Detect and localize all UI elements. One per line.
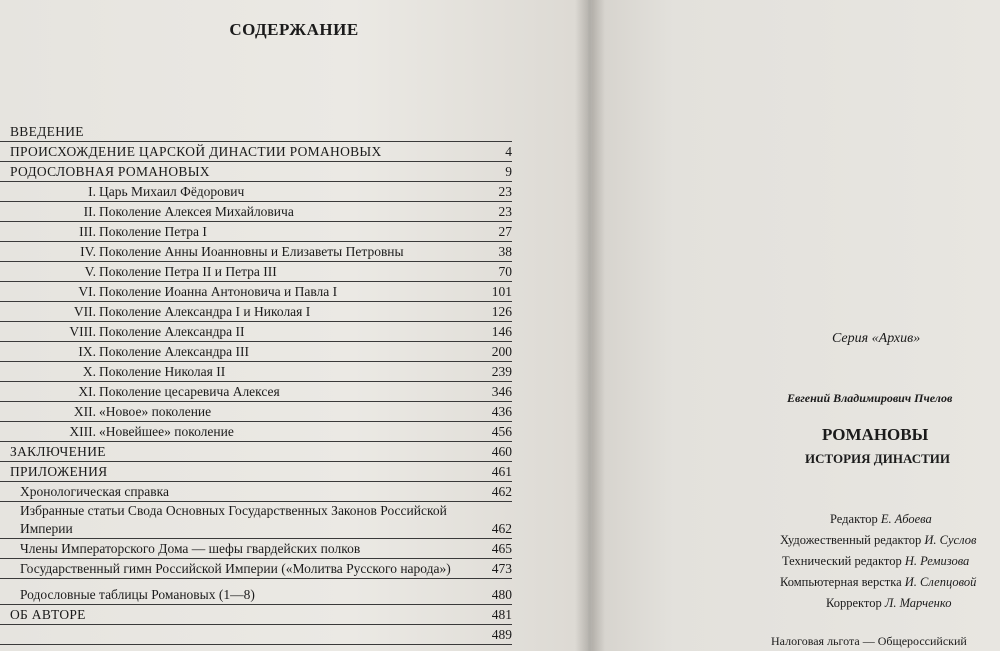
toc-entry-page: 70 — [498, 264, 512, 279]
toc-entry — [0, 262, 512, 282]
toc-entry-page: 200 — [491, 344, 512, 359]
toc-entry-number: XI. — [78, 384, 96, 399]
toc-entry — [0, 502, 512, 539]
toc-entry — [0, 282, 512, 302]
toc-entry-number: I. — [88, 184, 96, 199]
toc-entry — [0, 242, 512, 262]
toc-entry — [0, 402, 512, 422]
toc-entry-text: Государственный гимн Российской Империи («Молитва Русского народа») — [20, 561, 451, 576]
toc-entry-page: 436 — [491, 404, 512, 419]
toc-entry-page: 460 — [491, 444, 512, 459]
toc-entry-text: Поколение Алексея Михайловича — [99, 204, 294, 219]
toc-entry — [0, 442, 512, 462]
toc-entry — [0, 222, 512, 242]
toc-entry — [0, 302, 512, 322]
toc-entry-page: 23 — [498, 204, 512, 219]
toc-entry-text: Поколение Александра I и Николая I — [99, 304, 311, 319]
toc-entry-page: 101 — [491, 284, 512, 299]
toc-entry — [0, 322, 512, 342]
toc-entry-number: IX. — [78, 344, 96, 359]
credits-block — [780, 509, 976, 614]
credit-line: Корректор Л. Марченко — [826, 596, 952, 610]
toc-entry-text: РОДОСЛОВНАЯ РОМАНОВЫХ — [10, 164, 210, 179]
credit-line: Технический редактор Н. Ремизова — [782, 554, 970, 568]
toc-entry-number: X. — [82, 364, 96, 379]
toc-entry-text: ПРИЛОЖЕНИЯ — [10, 464, 108, 479]
toc-entry-page: 473 — [491, 561, 512, 576]
toc-entry — [0, 122, 512, 142]
toc-entry-number: VI. — [78, 284, 96, 299]
toc-entry-page: 4 — [505, 144, 512, 159]
toc-entry-text: «Новое» поколение — [99, 404, 212, 419]
toc-entry-page: 346 — [491, 384, 512, 399]
toc-entry-page: 23 — [498, 184, 512, 199]
toc-entry-number: XII. — [73, 404, 96, 419]
toc-entry-text: ОБ АВТОРЕ — [10, 607, 86, 622]
toc-entry-text: ЗАКЛЮЧЕНИЕ — [10, 444, 106, 459]
toc-entry-text: Поколение Петра I — [99, 224, 207, 239]
toc-entry-page: 480 — [491, 587, 512, 602]
author-name: Евгений Владимирович Пчелов — [787, 391, 953, 405]
toc-entry-text: ПРОИСХОЖДЕНИЕ ЦАРСКОЙ ДИНАСТИИ РОМАНОВЫХ — [10, 144, 382, 159]
toc-entry-text: Поколение Петра II и Петра III — [99, 264, 277, 279]
toc-entry-text: Поколение Александра III — [99, 344, 250, 359]
toc-entry-page: 465 — [491, 541, 512, 556]
toc-entry-text: ВВЕДЕНИЕ — [10, 124, 84, 139]
toc-entry-text: Поколение Николая II — [99, 364, 226, 379]
credit-line: Редактор Е. Абоева — [830, 512, 932, 526]
toc-entry-text: Члены Императорского Дома — шефы гвардейских полков — [20, 541, 361, 556]
toc-entry-text: Избранные статьи Свода Основных Государственных Законов Российской Империи — [20, 503, 447, 536]
toc-entry-number: XIII. — [69, 424, 96, 439]
table-of-contents — [0, 122, 512, 645]
footer-line: Налоговая льгота — Общероссийский — [771, 634, 967, 648]
series-line: Серия «Архив» — [832, 331, 921, 346]
toc-entry-text: Царь Михаил Фёдорович — [99, 184, 245, 199]
toc-entry-page: 126 — [491, 304, 512, 319]
toc-entry-number: VII. — [73, 304, 96, 319]
toc-entry — [0, 605, 512, 625]
toc-entry-page: 27 — [498, 224, 512, 239]
book-title: РОМАНОВЫ — [822, 425, 929, 444]
toc-entry — [0, 342, 512, 362]
toc-entry-page: 462 — [491, 521, 512, 536]
toc-entry — [0, 162, 512, 182]
toc-entry-page: 481 — [491, 607, 512, 622]
toc-entry — [0, 625, 512, 645]
toc-entry — [0, 422, 512, 442]
toc-entry-page: 489 — [491, 627, 512, 642]
toc-entry — [0, 559, 512, 579]
toc-entry-text: Хронологическая справка — [20, 484, 170, 499]
toc-entry — [0, 382, 512, 402]
toc-entry-page: 9 — [505, 164, 512, 179]
toc-entry — [0, 202, 512, 222]
book-subtitle: ИСТОРИЯ ДИНАСТИИ — [805, 451, 950, 466]
toc-entry-page: 38 — [498, 244, 512, 259]
toc-entry-text: Поколение цесаревича Алексея — [99, 384, 280, 399]
toc-entry — [0, 182, 512, 202]
toc-entry-text: Поколение Иоанна Антоновича и Павла I — [99, 284, 338, 299]
toc-entry-page: 462 — [491, 484, 512, 499]
toc-entry-page: 146 — [491, 324, 512, 339]
toc-entry — [0, 539, 512, 559]
toc-entry-text: Родословные таблицы Романовых (1—8) — [20, 587, 255, 602]
toc-entry-text: Поколение Анны Иоанновны и Елизаветы Петровны — [99, 244, 404, 259]
toc-entry-number: IV. — [80, 244, 96, 259]
toc-entry-number: II. — [83, 204, 96, 219]
toc-entry-number: III. — [79, 224, 96, 239]
toc-entry-page: 239 — [491, 364, 512, 379]
toc-entry-text: «Новейшее» поколение — [99, 424, 234, 439]
toc-entry — [0, 362, 512, 382]
toc-entry — [0, 585, 512, 605]
toc-title: СОДЕРЖАНИЕ — [229, 20, 359, 39]
toc-entry-text: Поколение Александра II — [99, 324, 245, 339]
credit-line: Компьютерная верстка И. Слепцовой — [780, 575, 977, 589]
toc-entry — [0, 142, 512, 162]
book-gutter — [575, 0, 605, 651]
toc-entry-page: 456 — [491, 424, 512, 439]
toc-entry-number: VIII. — [69, 324, 96, 339]
toc-entry-number: V. — [84, 264, 96, 279]
toc-entry — [0, 462, 512, 482]
toc-entry — [0, 482, 512, 502]
credit-line: Художественный редактор И. Суслов — [780, 533, 977, 547]
toc-entry-page: 461 — [491, 464, 512, 479]
